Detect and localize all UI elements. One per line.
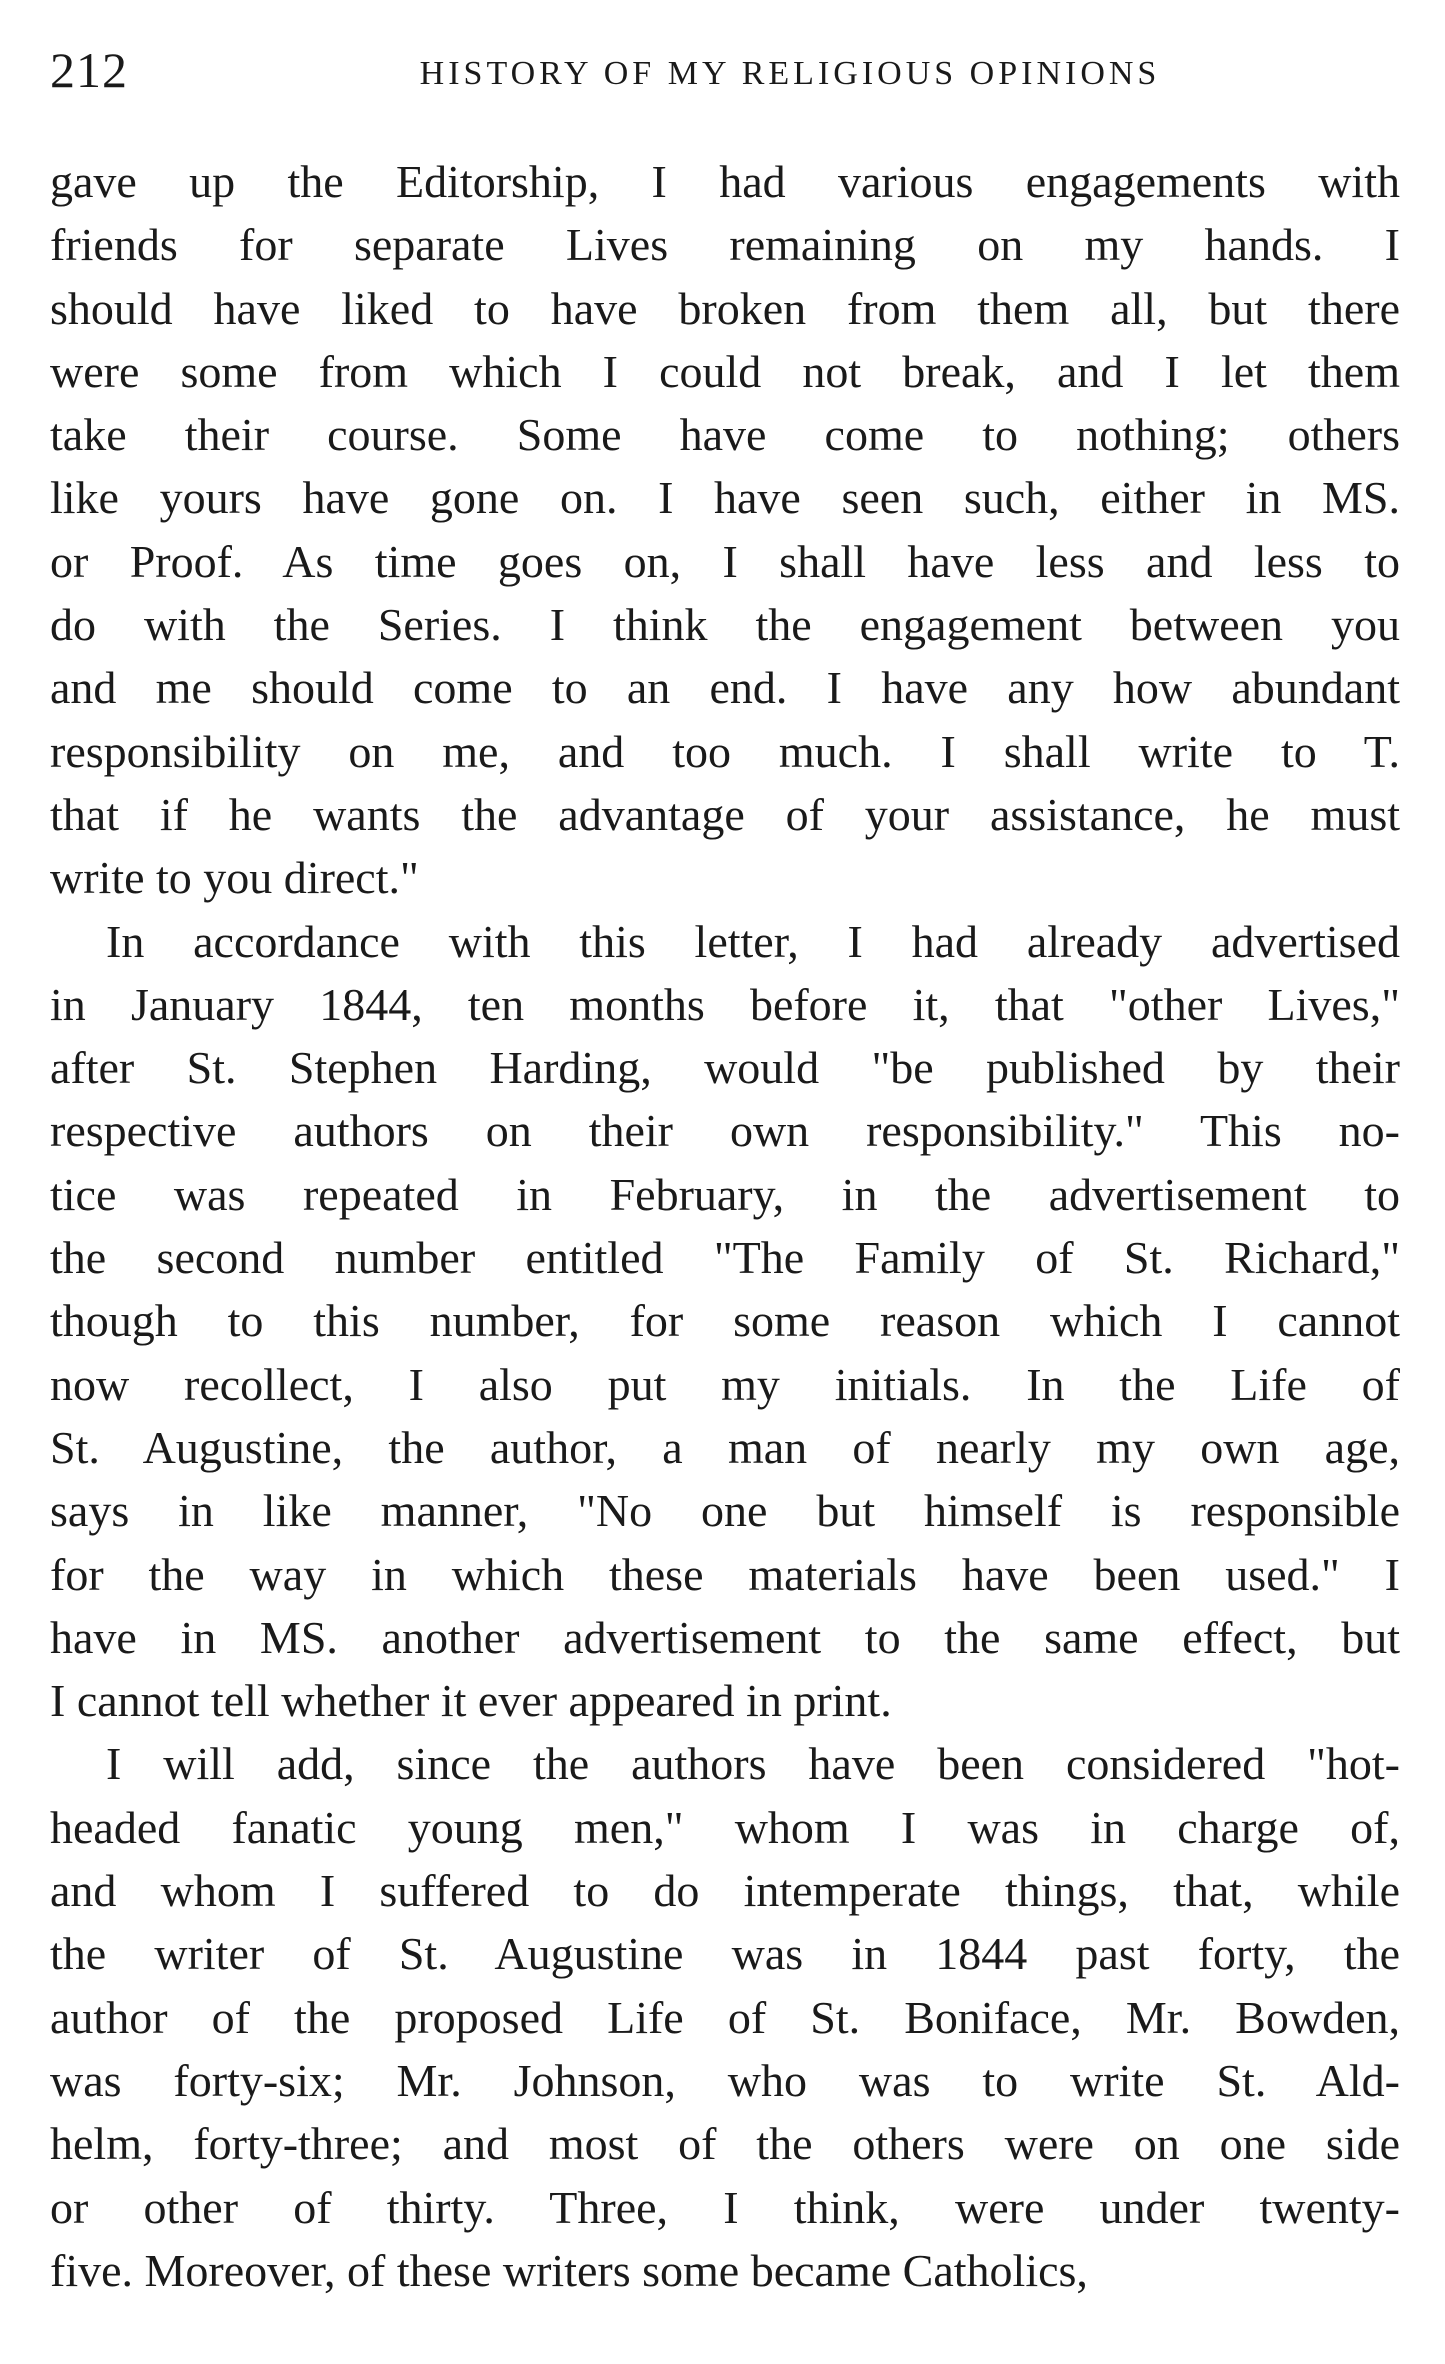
running-title: HISTORY OF MY RELIGIOUS OPINIONS xyxy=(419,55,1161,92)
text-line: and me should come to an end. I have any how abundant xyxy=(50,662,1400,714)
text-line: In accordance with this letter, I had already advertised xyxy=(106,915,1400,967)
text-line: author of the proposed Life of St. Boniface, Mr. Bowden, xyxy=(50,1991,1400,2043)
text-line: have in MS. another advertisement to the same effect, but xyxy=(50,1611,1400,1663)
paragraph xyxy=(50,910,1400,1733)
text-line: now recollect, I also put my initials. In the Life of xyxy=(50,1358,1400,1410)
text-line: the writer of St. Augustine was in 1844 past forty, the xyxy=(50,1928,1400,1980)
paragraph xyxy=(50,1732,1400,2302)
text-line: friends for separate Lives remaining on my hands. I xyxy=(50,219,1400,271)
text-line: respective authors on their own responsibility." This no- xyxy=(50,1105,1400,1157)
text-line: says in like manner, "No one but himself is responsible xyxy=(50,1485,1400,1537)
text-line: after St. Stephen Harding, would "be published by their xyxy=(50,1042,1400,1094)
text-line: or other of thirty. Three, I think, were under twenty- xyxy=(50,2181,1400,2233)
page-header xyxy=(50,40,1400,110)
text-line: though to this number, for some reason which I cannot xyxy=(50,1295,1400,1347)
text-line: St. Augustine, the author, a man of nearly my own age, xyxy=(50,1421,1400,1473)
text-line: write to you direct." xyxy=(50,852,419,904)
paragraph xyxy=(50,150,1400,910)
text-line: the second number entitled "The Family of St. Richard," xyxy=(50,1232,1400,1284)
text-line: gave up the Editorship, I had various engagements with xyxy=(50,156,1400,207)
body-text xyxy=(50,150,1400,2302)
text-line: five. Moreover, of these writers some became Catholics, xyxy=(50,2244,1088,2296)
text-line: and whom I suffered to do intemperate things, that, while xyxy=(50,1865,1400,1917)
page-number: 212 xyxy=(50,42,128,98)
text-line: do with the Series. I think the engagement between you xyxy=(50,599,1400,651)
text-line: tice was repeated in February, in the advertisement to xyxy=(50,1168,1400,1220)
text-line: were some from which I could not break, and I let them xyxy=(50,345,1400,397)
text-line: responsibility on me, and too much. I shall write to T. xyxy=(50,725,1400,777)
text-line: I will add, since the authors have been considered "hot- xyxy=(106,1738,1400,1790)
text-line: was forty-six; Mr. Johnson, who was to write St. Ald- xyxy=(50,2054,1400,2106)
text-line: take their course. Some have come to nothing; others xyxy=(50,409,1400,461)
text-line: I cannot tell whether it ever appeared in print. xyxy=(50,1675,892,1727)
text-line: or Proof. As time goes on, I shall have less and less to xyxy=(50,535,1400,587)
text-line: should have liked to have broken from them all, but there xyxy=(50,282,1400,334)
book-page xyxy=(50,40,1400,2340)
text-line: helm, forty-three; and most of the others were on one side xyxy=(50,2118,1400,2170)
text-line: for the way in which these materials have been used." I xyxy=(50,1548,1400,1600)
text-line: that if he wants the advantage of your assistance, he must xyxy=(50,788,1400,840)
text-line: like yours have gone on. I have seen such, either in MS. xyxy=(50,472,1400,524)
text-line: headed fanatic young men," whom I was in charge of, xyxy=(50,1801,1400,1853)
text-line: in January 1844, ten months before it, that "other Lives," xyxy=(50,978,1400,1030)
